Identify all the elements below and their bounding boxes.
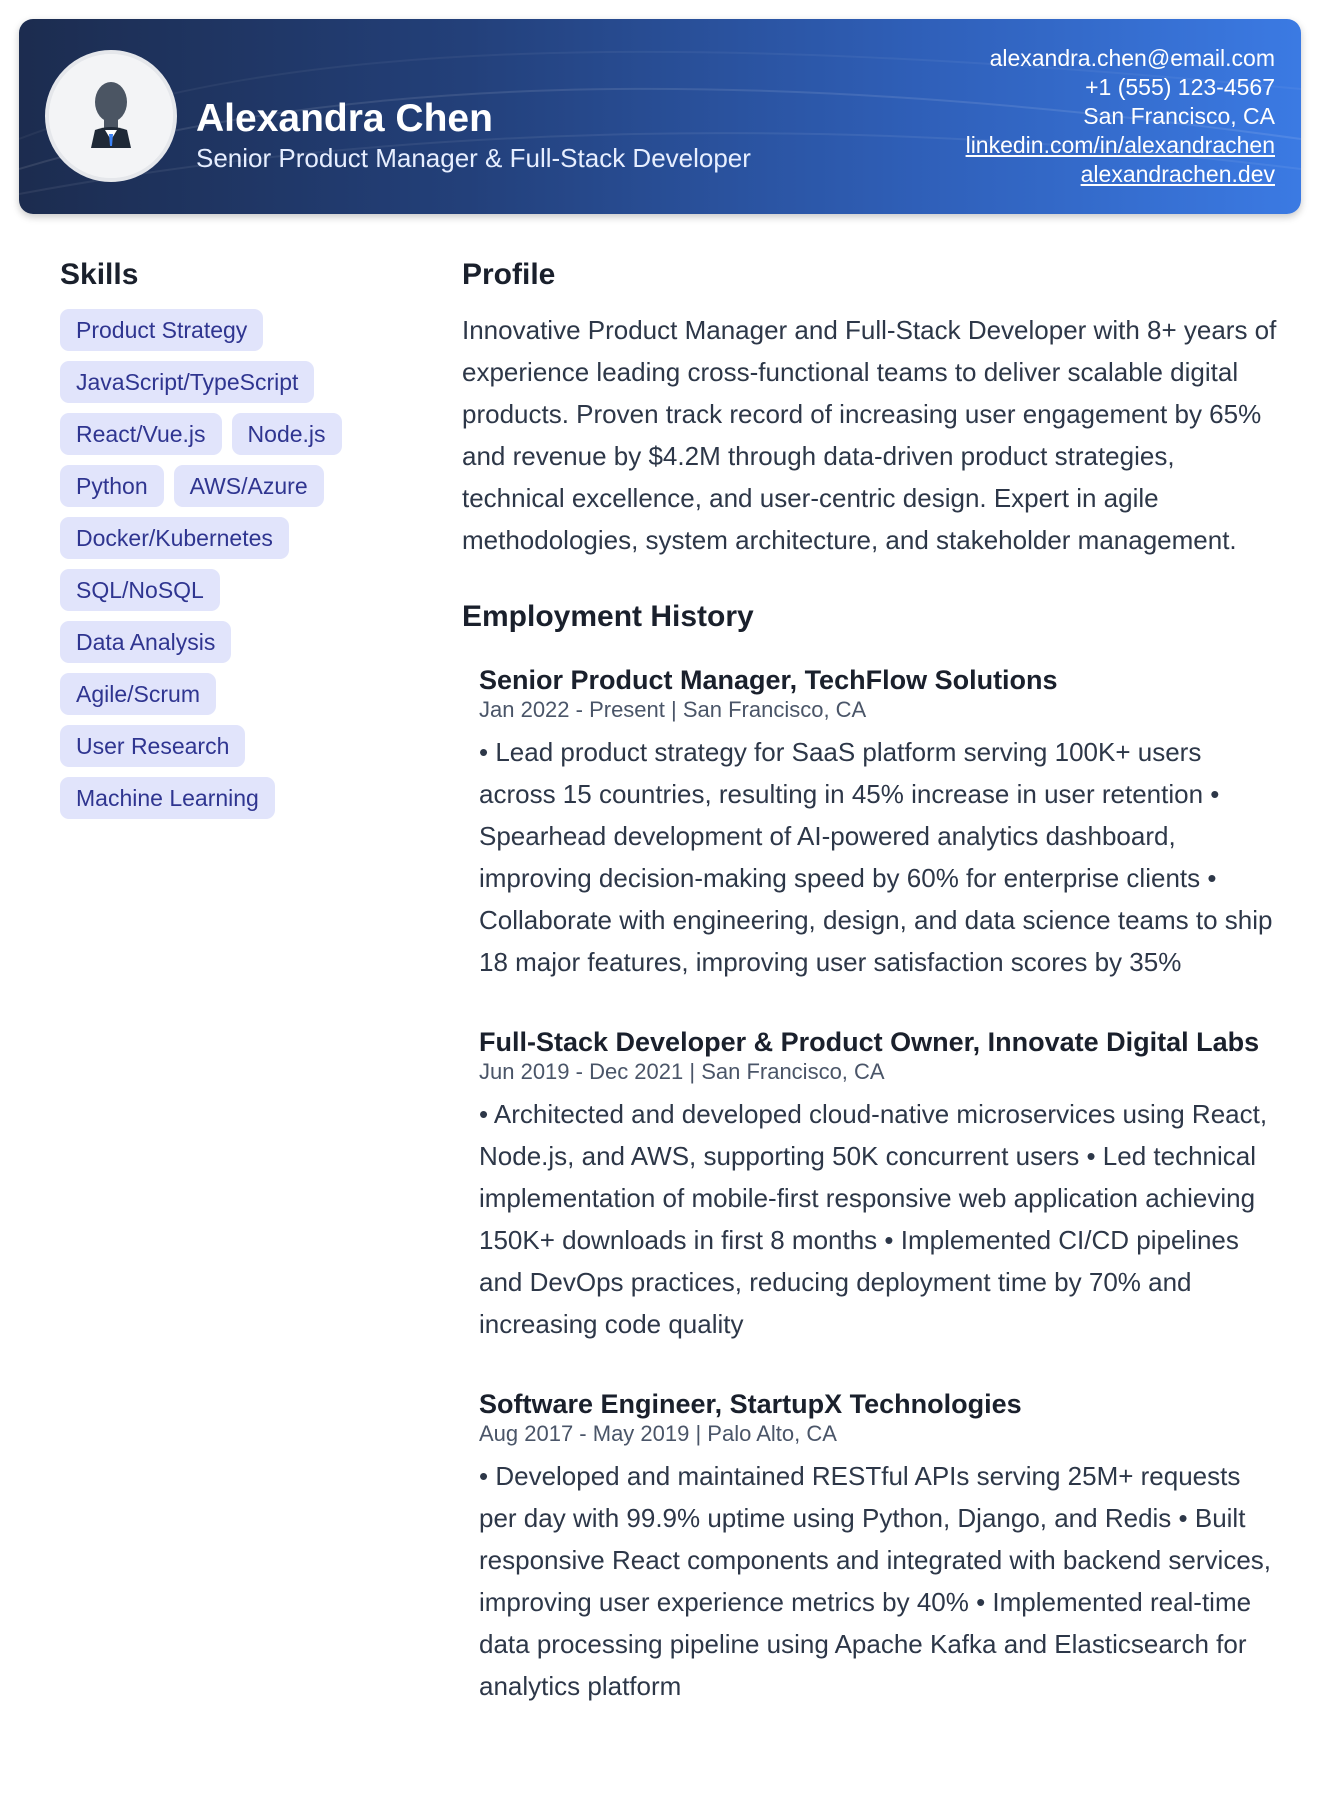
job-title: Software Engineer, StartupX Technologies [479,1389,1022,1419]
skill-chip: JavaScript/TypeScript [60,361,314,403]
job-dates-location: Aug 2017 - May 2019 | Palo Alto, CA [479,1421,837,1446]
contact-location: San Francisco, CA [1083,103,1275,129]
profile-title: Profile [462,258,556,291]
skill-chip: User Research [60,725,245,767]
job-dates-location: Jun 2019 - Dec 2021 | San Francisco, CA [479,1059,885,1084]
avatar [45,50,177,182]
candidate-name: Alexandra Chen [196,97,493,140]
skill-chip: Docker/Kubernetes [60,517,289,559]
main-content [462,255,1282,1751]
candidate-role: Senior Product Manager & Full-Stack Developer [196,143,751,173]
website-link[interactable]: alexandrachen.dev [1080,161,1275,187]
profile-summary: Innovative Product Manager and Full-Stack Developer with 8+ years of experience leading cross-functional teams to deliver scalable digital products. Proven track record of increasing user engagement by 65% and revenue by $4.2M through data-driven product strategies, technical excellence, and user-centric design. Expert in agile methodologies, system architecture, and stakeholder management. [462,315,1277,555]
skills-list [60,309,380,819]
skill-chip: SQL/NoSQL [60,569,220,611]
skill-chip: Product Strategy [60,309,263,351]
skill-chip: AWS/Azure [174,465,324,507]
job-description: • Developed and maintained RESTful APIs serving 25M+ requests per day with 99.9% uptime using Python, Django, and Redis • Built responsive React components and integrated with backend services, improving user experience metrics by 40% • Implemented real-time data processing pipeline using Apache Kafka and Elasticsearch for analytics platform [479,1461,1271,1701]
job-entry [479,1027,1282,1345]
skill-chip: Machine Learning [60,777,275,819]
profile-section [462,255,1282,561]
person-silhouette-icon [49,54,173,178]
contact-phone: +1 (555) 123-4567 [1085,74,1275,100]
skill-chip: Python [60,465,164,507]
job-description: • Architected and developed cloud-native microservices using React, Node.js, and AWS, supporting 50K concurrent users • Led technical implementation of mobile-first responsive web application achieving 150K+ downloads in first 8 months • Implemented CI/CD pipelines and DevOps practices, reducing deployment time by 70% and increasing code quality [479,1099,1268,1339]
job-title: Senior Product Manager, TechFlow Solutions [479,665,1058,695]
skill-chip: Node.js [232,413,342,455]
job-list [462,665,1282,1707]
resume-header [19,19,1301,214]
job-entry [479,1389,1282,1707]
sidebar [60,255,380,819]
job-entry [479,665,1282,983]
contact-email[interactable]: alexandra.chen@email.com [989,45,1275,71]
skill-chip: Data Analysis [60,621,231,663]
employment-title: Employment History [462,600,754,633]
job-title: Full-Stack Developer & Product Owner, Innovate Digital Labs [479,1027,1260,1057]
linkedin-link[interactable]: linkedin.com/in/alexandrachen [965,132,1275,158]
employment-section [462,597,1282,1707]
skill-chip: Agile/Scrum [60,673,216,715]
skill-chip: React/Vue.js [60,413,222,455]
job-description: • Lead product strategy for SaaS platform serving 100K+ users across 15 countries, resulting in 45% increase in user retention • Spearhead development of AI-powered analytics dashboard, improving decision-making speed by 60% for enterprise clients • Collaborate with engineering, design, and data science teams to ship 18 major features, improving user satisfaction scores by 35% [479,737,1273,977]
contact-info [966,44,1275,189]
job-dates-location: Jan 2022 - Present | San Francisco, CA [479,697,867,722]
skills-title: Skills [60,258,139,291]
